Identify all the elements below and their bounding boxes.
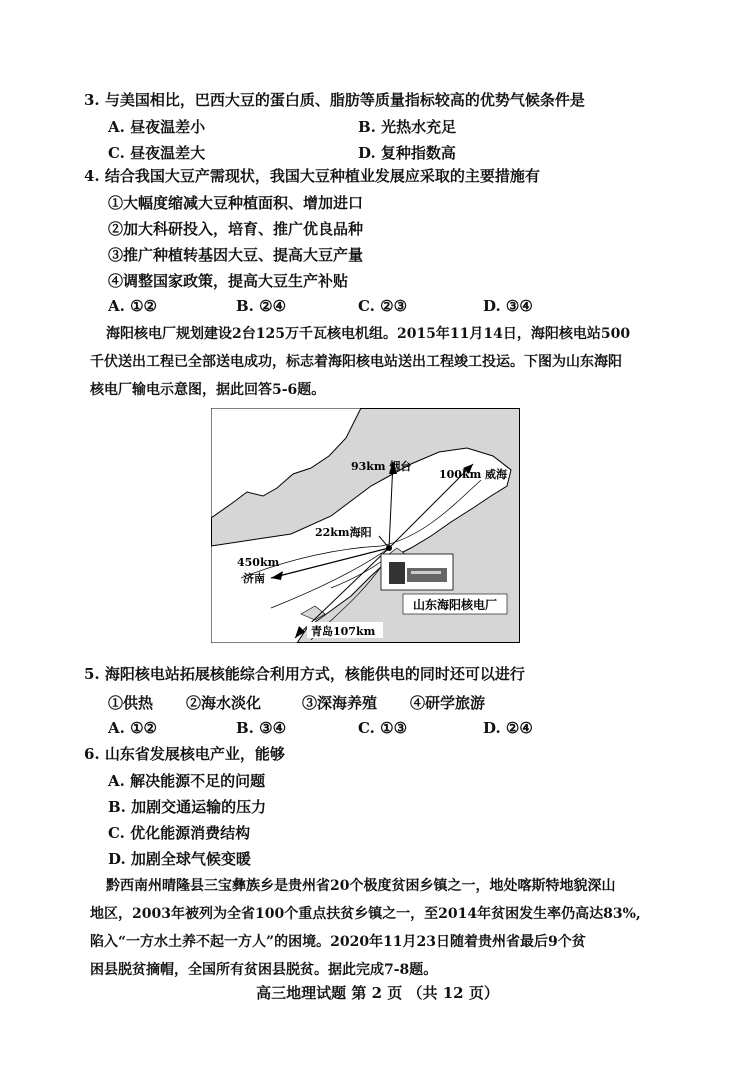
q5-option-b: B. ③④ [236, 719, 287, 737]
label-qingdao: 青岛107km [311, 625, 376, 638]
q6-option-b: B. 加剧交通运输的压力 [108, 798, 267, 816]
transmission-map [211, 408, 520, 643]
q3-stem: 3. 与美国相比，巴西大豆的蛋白质、脂肪等质量指标较高的优势气候条件是 [84, 91, 585, 109]
label-jinan: 济南 [243, 572, 265, 585]
q4-item-3: ③推广种植转基因大豆、提高大豆产量 [108, 246, 364, 264]
label-weihai: 100km 威海 [439, 468, 508, 481]
passage-line: 困县脱贫摘帽，全国所有贫困县脱贫。据此完成7-8题。 [90, 962, 438, 978]
passage-poverty [90, 872, 686, 984]
q3-option-d: D. 复种指数高 [358, 144, 456, 162]
passage-line: 核电厂输电示意图，据此回答5-6题。 [90, 382, 326, 398]
q5-option-a: A. ①② [108, 719, 157, 737]
passage-line: 海阳核电厂规划建设2台125万千瓦核电机组。2015年11月14日，海阳核电站500 [106, 326, 631, 342]
q6-option-c: C. 优化能源消费结构 [108, 824, 251, 842]
q4-item-2: ②加大科研投入，培育、推广优良品种 [108, 220, 364, 238]
q5-option-d: D. ②④ [483, 719, 533, 737]
q4-item-4: ④调整国家政策，提高大豆生产补贴 [108, 272, 349, 290]
passage-line: 陷入“一方水土养不起一方人”的困境。2020年11月23日随着贵州省最后9个贫 [90, 934, 586, 950]
q4-stem: 4. 结合我国大豆产需现状，我国大豆种植业发展应采取的主要措施有 [84, 167, 540, 185]
label-yantai: 93km 烟台 [351, 460, 412, 473]
q4-option-c: C. ②③ [358, 297, 408, 315]
page-footer: 高三地理试题 第 2 页 （共 12 页） [256, 984, 499, 1002]
q5-item-3: ③深海养殖 [302, 694, 378, 712]
q5-item-2: ②海水淡化 [186, 694, 262, 712]
q5-item-1: ①供热 [108, 694, 154, 712]
q6-option-d: D. 加剧全球气候变暖 [108, 850, 251, 868]
passage-line: 地区，2003年被列为全省100个重点扶贫乡镇之一，至2014年贫困发生率仍高达83%, [90, 906, 641, 922]
plant-label: 山东海阳核电厂 [412, 598, 498, 612]
plant-building-detail [411, 571, 441, 574]
label-jinan-distance: 450km [237, 556, 280, 569]
q6-stem: 6. 山东省发展核电产业，能够 [84, 745, 285, 763]
q4-option-d: D. ③④ [483, 297, 533, 315]
passage-line: 黔西南州晴隆县三宝彝族乡是贵州省20个极度贫困乡镇之一，地处喀斯特地貌深山 [106, 878, 616, 894]
passage-line: 千伏送出工程已全部送电成功，标志着海阳核电站送出工程竣工投运。下图为山东海阳 [90, 354, 622, 370]
q3-option-b: B. 光热水充足 [358, 118, 457, 136]
q4-item-1: ①大幅度缩减大豆种植面积、增加进口 [108, 194, 364, 212]
plant-marker [386, 545, 392, 551]
q5-stem: 5. 海阳核电站拓展核能综合利用方式，核能供电的同时还可以进行 [84, 665, 525, 683]
passage-nuclear-plant [90, 320, 686, 404]
q6-option-a: A. 解决能源不足的问题 [108, 772, 266, 790]
q5-item-4: ④研学旅游 [410, 694, 486, 712]
plant-building [407, 568, 447, 582]
q4-option-b: B. ②④ [236, 297, 287, 315]
label-haiyang: 22km海阳 [315, 526, 372, 539]
plant-building [389, 562, 405, 584]
q3-option-c: C. 昼夜温差大 [108, 144, 206, 162]
q5-option-c: C. ①③ [358, 719, 408, 737]
q4-option-a: A. ①② [108, 297, 157, 315]
q3-option-a: A. 昼夜温差小 [108, 118, 206, 136]
